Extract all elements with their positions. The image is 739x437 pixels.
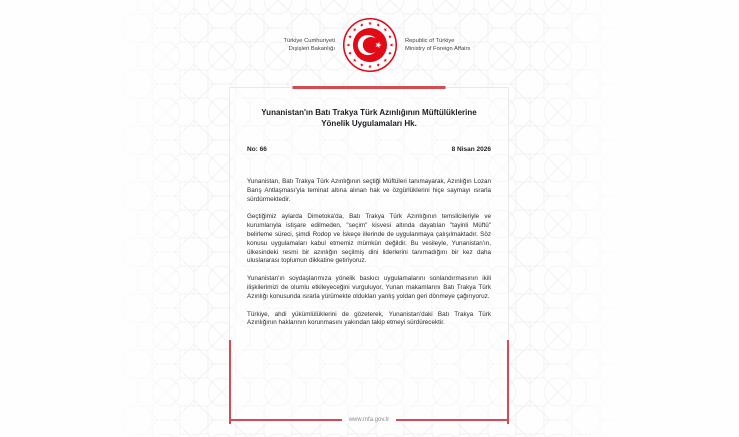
ministry-name-turkish-line2: Dışişleri Bakanlığı — [288, 46, 335, 52]
ministry-name-english-line2: Ministry of Foreign Affairs — [405, 46, 471, 52]
press-release-body — [247, 178, 491, 328]
release-date: 8 Nisan 2026 — [451, 146, 491, 153]
top-accent-bar — [293, 86, 446, 89]
left-accent-bar — [229, 340, 231, 424]
press-release-paragraph: Geçtiğimiz aylarda Dimetoka'da, Batı Trakya Türk Azınlığının temsilcileriyle ve kurumlarıyla istişare edilmeden, "seçim" kisvesi altında dayatılan "tayinli Müftü" belirleme süreci, şimdi Rodop ve İskeçe illerinde de uygulanmaya çalışılmaktadır. Söz konusu uygulamaları kabul etmemiz mümkün değildir. Bu vesileyle, Yunanistan'ın, ülkesindeki resmi bir azınlığın seçilmiş dini liderlerini tanımadığını bir kez daha uluslararası toplumun dikkatine getiriyoruz. — [247, 213, 491, 265]
ministry-name-turkish-line1: Türkiye Cumhuriyeti — [283, 38, 335, 44]
bottom-accent-line-right — [396, 419, 509, 421]
bottom-accent-line-left — [229, 419, 342, 421]
mfa-emblem-icon — [342, 17, 398, 73]
press-release-paragraph: Yunanistan'ın soydaşlarımıza yönelik baskıcı uygulamalarını sonlandırmasının ikili ilişkilerimizi de olumlu etkileyeceğini vurguluyor, Yunan makamlarını Batı Trakya Türk Azınlığı konusunda ısrarla yürümekte oldukları yanlış yoldan geri dönmeye çağırıyoruz. — [247, 275, 491, 300]
footer-website-url: www.mfa.gov.tr — [348, 417, 390, 423]
ministry-name-english-line1: Republic of Türkiye — [405, 38, 455, 44]
right-accent-bar — [507, 340, 509, 424]
bottom-accent-line — [229, 416, 509, 424]
release-number: No: 66 — [247, 146, 267, 153]
press-release-paragraph: Türkiye, ahdi yükümlülüklerini de gözeterek, Yunanistan'daki Batı Trakya Türk Azınlığının haklarının korunmasını yakından takip etmeyi sürdürecektir. — [247, 310, 491, 327]
ministry-name-english — [405, 37, 470, 53]
ministry-letterhead — [230, 12, 510, 78]
ministry-name-turkish — [283, 37, 335, 53]
press-release-paragraph: Yunanistan, Batı Trakya Türk Azınlığının seçtiği Müftüleri tanımayarak, Azınlığın Lozan Barış Antlaşması'yla teminat altına alınan hak ve özgürlüklerini hiçe saymayı ısrarla sürdürmektedir. — [247, 178, 491, 203]
press-release-document — [229, 87, 509, 423]
press-release-title: Yunanistan'ın Batı Trakya Türk Azınlığının Müftülüklerine Yönelik Uygulamaları Hk. — [261, 108, 477, 128]
press-release-meta — [247, 146, 491, 153]
